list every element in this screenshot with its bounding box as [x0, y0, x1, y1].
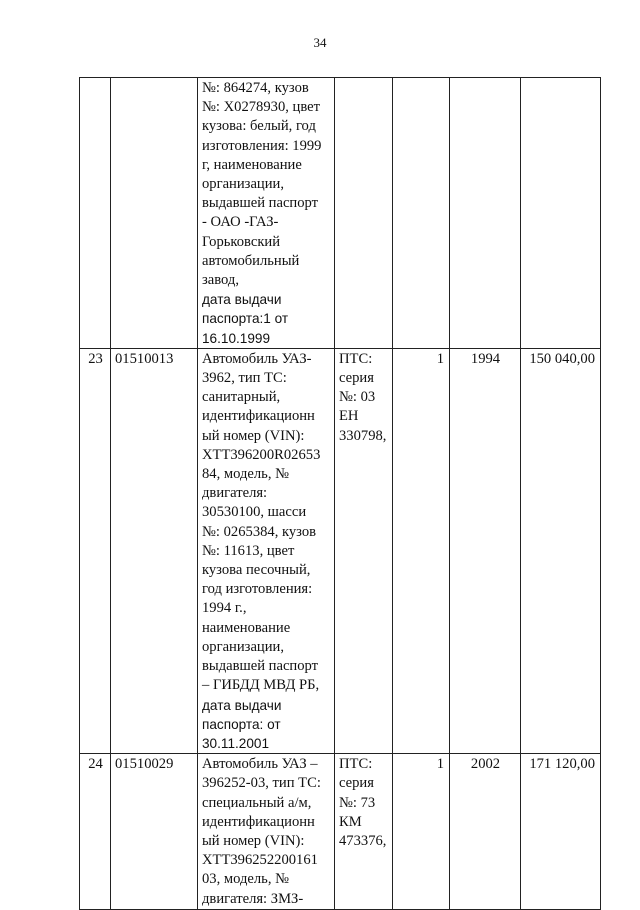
issue-date-line: 16.10.1999: [202, 330, 271, 346]
description-line: №: Х0278930, цвет: [202, 99, 321, 116]
page-number: 34: [313, 35, 327, 50]
description-line: г, наименование: [202, 156, 302, 173]
inventory-table: [79, 77, 601, 910]
document-cell: [335, 754, 393, 910]
row-number-cell: 23: [80, 348, 111, 753]
description-line: 1994 г.,: [202, 600, 247, 617]
description-line: выдавшей паспорт: [202, 658, 319, 675]
description-line: специальный а/м,: [202, 794, 312, 811]
description-line: №: 0265384, кузов: [202, 523, 317, 540]
document-cell: [335, 78, 393, 349]
description-line: 84, модель, №: [202, 466, 290, 483]
description-cell: [198, 78, 335, 349]
description-line: 03, модель, №: [202, 871, 290, 888]
document-line: 473376,: [339, 832, 387, 849]
year-cell: 1994: [450, 348, 521, 753]
document-line: ПТС:: [339, 756, 373, 773]
description-line: идентификационн: [202, 813, 315, 830]
issue-date-line: паспорта:1 от: [202, 311, 289, 327]
document-line: №: 03: [339, 389, 376, 406]
year-cell: [450, 78, 521, 349]
description-line: изготовления: 1999: [202, 137, 322, 154]
description-line: автомобильный: [202, 252, 300, 269]
description-line: санитарный,: [202, 389, 281, 406]
description-line: выдавшей паспорт: [202, 195, 319, 212]
quantity-cell: 1: [393, 348, 450, 753]
quantity-cell: [393, 78, 450, 349]
issue-date-line: дата выдачи: [202, 697, 282, 713]
inventory-code-cell: [111, 78, 198, 349]
issue-date-line: дата выдачи: [202, 292, 282, 308]
quantity-cell: 1: [393, 754, 450, 910]
description-line: кузова: белый, год: [202, 118, 316, 135]
inventory-code-cell: 01510013: [111, 348, 198, 753]
document-line: серия: [339, 370, 374, 387]
description-line: двигателя: ЗМЗ-: [202, 890, 304, 907]
description-line: идентификационн: [202, 408, 315, 425]
document-cell: [335, 348, 393, 753]
description-line: – ГИБДД МВД РБ,: [202, 677, 320, 694]
description-line: Горьковский: [202, 233, 281, 250]
description-line: организации,: [202, 638, 284, 655]
row-number-cell: [80, 78, 111, 349]
table-row: [80, 78, 601, 349]
description-line: ХТТ396200R02653: [202, 446, 321, 463]
year-cell: 2002: [450, 754, 521, 910]
description-line: завод,: [202, 272, 239, 289]
description-line: 396252-03, тип ТС:: [202, 775, 321, 792]
description-line: 3962, тип ТС:: [202, 370, 287, 387]
table-row: [80, 348, 601, 753]
row-number-cell: 24: [80, 754, 111, 910]
value-cell: 171 120,00: [521, 754, 601, 910]
document-line: №: 73: [339, 794, 376, 811]
description-line: наименование: [202, 619, 291, 636]
value-cell: [521, 78, 601, 349]
description-line: №: 864274, кузов: [202, 80, 309, 96]
table-row: [80, 754, 601, 910]
inventory-code-cell: 01510029: [111, 754, 198, 910]
description-line: Автомобиль УАЗ-: [202, 350, 312, 367]
description-cell: [198, 754, 335, 910]
document-line: КМ: [339, 813, 362, 830]
description-line: ый номер (VIN):: [202, 427, 305, 444]
description-cell: [198, 348, 335, 753]
description-line: двигателя:: [202, 485, 268, 502]
description-line: №: 11613, цвет: [202, 542, 295, 559]
issue-date-line: 30.11.2001: [202, 735, 270, 751]
value-cell: 150 040,00: [521, 348, 601, 753]
description-line: кузова песочный,: [202, 562, 311, 579]
description-line: организации,: [202, 176, 284, 193]
document-line: серия: [339, 775, 374, 792]
description-line: ый номер (VIN):: [202, 832, 305, 849]
description-line: год изготовления:: [202, 581, 313, 598]
document-line: ЕН: [339, 408, 359, 425]
document-line: ПТС:: [339, 350, 373, 367]
description-line: Автомобиль УАЗ –: [202, 756, 318, 773]
document-line: 330798,: [339, 427, 387, 444]
description-line: 30530100, шасси: [202, 504, 307, 521]
issue-date-line: паспорта: от: [202, 716, 281, 732]
description-line: ХТТ396252200161: [202, 852, 318, 869]
description-line: - ОАО -ГАЗ-: [202, 214, 279, 231]
